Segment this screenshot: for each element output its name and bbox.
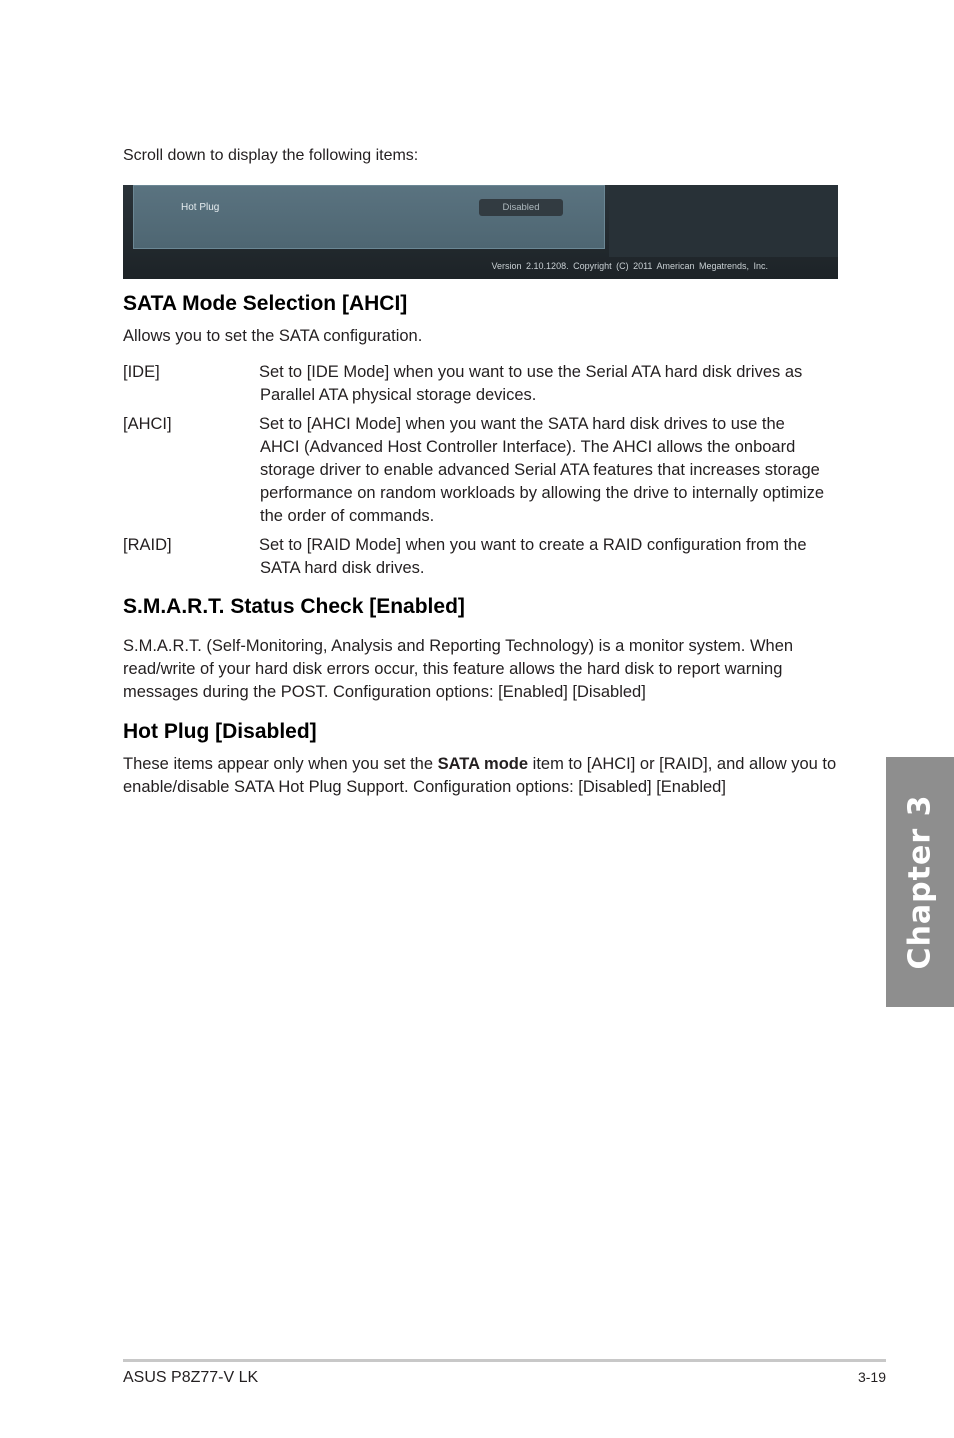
option-description <box>259 361 839 407</box>
option-key: [RAID] <box>123 536 172 554</box>
sata-mode-description: Allows you to set the SATA configuration. <box>123 327 423 345</box>
chapter-tab <box>886 757 954 1007</box>
smart-description: S.M.A.R.T. (Self-Monitoring, Analysis and Reporting Technology) is a monitor system. When read/write of your hard disk errors occur, this feature allows the hard disk to report warning messages during the POST. Configuration options: [Enabled] [Disabled] <box>123 637 794 701</box>
sata-mode-heading: SATA Mode Selection [AHCI] <box>123 292 408 315</box>
intro-text: Scroll down to display the following items: <box>123 147 419 164</box>
option-description <box>259 413 839 528</box>
option-description-line: Set to [RAID Mode] when you want to create a RAID configuration from the <box>259 536 807 554</box>
bios-version-text: Version 2.10.1208. Copyright (C) 2011 American Megatrends, Inc. <box>491 261 768 271</box>
option-description-line: Set to [AHCI Mode] when you want the SATA hard disk drives to use the <box>259 415 785 433</box>
option-description-cont: AHCI (Advanced Host Controller Interface). The AHCI allows the onboard storage driver to enable advanced Serial ATA features that increases storage performance on random workloads by allowing the drive to internally optimize the order of commands. <box>260 438 825 525</box>
hot-plug-bold-term: SATA mode <box>437 755 529 773</box>
bios-screenshot <box>123 185 838 279</box>
smart-heading: S.M.A.R.T. Status Check [Enabled] <box>123 595 465 618</box>
hot-plug-heading: Hot Plug [Disabled] <box>123 720 317 743</box>
bios-settings-panel <box>133 185 605 249</box>
option-key: [AHCI] <box>123 415 172 433</box>
bios-help-panel <box>609 185 838 257</box>
option-description <box>259 534 839 580</box>
hot-plug-value-button[interactable]: Disabled <box>479 199 563 216</box>
option-description-line: Set to [IDE Mode] when you want to use the Serial ATA hard disk drives as <box>259 363 803 381</box>
footer-product-name: ASUS P8Z77-V LK <box>123 1369 259 1386</box>
hot-plug-text: These items appear only when you set the <box>123 755 438 773</box>
option-description-cont: SATA hard disk drives. <box>260 559 425 577</box>
chapter-tab-label: Chapter 3 <box>902 794 938 970</box>
hot-plug-label: Hot Plug <box>181 202 220 213</box>
hot-plug-text-cont: item to [AHCI] or [RAID], and allow you to enable/disable SATA Hot Plug Support. Configuration options: [Disabled] [Enabled] <box>123 755 837 796</box>
option-key: [IDE] <box>123 363 160 381</box>
footer-divider <box>123 1359 886 1362</box>
option-description-cont: Parallel ATA physical storage devices. <box>260 386 537 404</box>
footer-page-number: 3-19 <box>857 1369 886 1385</box>
hot-plug-description <box>123 753 838 799</box>
